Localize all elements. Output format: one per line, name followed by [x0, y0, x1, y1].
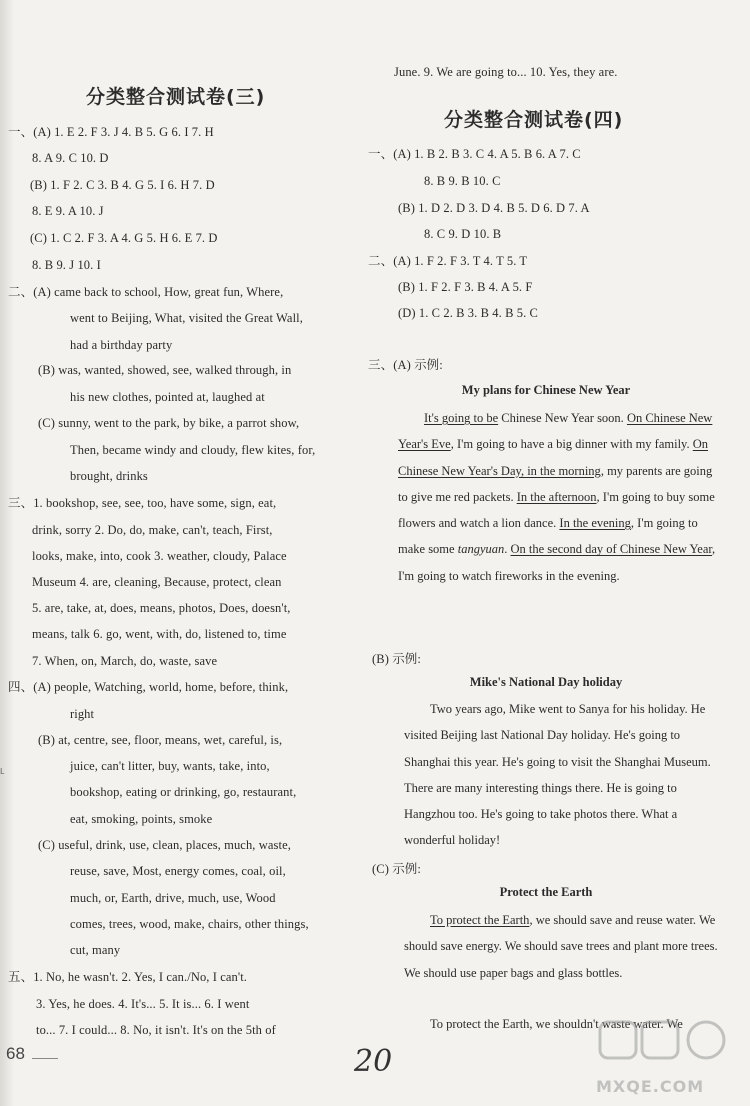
answer-line-sec2-a: had a birthday party: [70, 338, 173, 352]
essay-c-underline: To protect the Earth: [430, 913, 530, 927]
essay-a-body: [398, 405, 718, 589]
answer-line-sec3: looks, make, into, cook 3. weather, cloudy, Palace: [32, 549, 287, 563]
essay-a-text: , I'm going to watch fireworks in the evening.: [398, 542, 716, 583]
test-title-4: 分类整合测试卷(四): [444, 109, 624, 131]
watermark-logo: [596, 1016, 746, 1096]
edge-mark: ʟ: [0, 765, 5, 777]
essay-a-underline: On the second day of Chinese New Year: [510, 542, 713, 557]
answer-line-sec3: means, talk 6. go, went, with, do, listened to, time: [32, 627, 287, 641]
answer-line-sec3: 7. When, on, March, do, waste, save: [32, 654, 218, 668]
answer-line-sec2-a: 二、(A) 1. F 2. F 3. T 4. T 5. T: [368, 254, 528, 268]
answer-line-sec5: 3. Yes, he does. 4. It's... 5. It is... 6. I went: [36, 997, 250, 1011]
answer-line-sec4-a: 四、(A) people, Watching, world, home, before, think,: [8, 680, 289, 694]
essay-a-text: , I'm going to make some: [398, 516, 698, 557]
page-number: 68: [6, 1044, 25, 1063]
essay-a-underline: It's going to be: [424, 411, 499, 425]
essay-c-body: [404, 907, 718, 986]
essay-c-body-2: To protect the Earth, we shouldn't waste water. We: [430, 1017, 683, 1031]
answer-line-sec1-b: 8. C 9. D 10. B: [424, 227, 502, 241]
answer-line-sec4-b: eat, smoking, points, smoke: [70, 812, 213, 826]
answer-line-sec4-b: (B) at, centre, see, floor, means, wet, careful, is,: [38, 733, 283, 747]
answer-line-sec4-c: much, or, Earth, drive, much, use, Wood: [70, 891, 276, 905]
continued-answer-line: June. 9. We are going to... 10. Yes, they are.: [394, 65, 618, 79]
answer-line-sec4-b: juice, can't litter, buy, wants, take, into,: [70, 759, 270, 773]
answer-line-sec2-d: (D) 1. C 2. B 3. B 4. B 5. C: [398, 306, 538, 320]
essay-a-title: My plans for Chinese New Year: [461, 383, 631, 397]
answer-line-sec1-b: 8. E 9. A 10. J: [32, 204, 104, 218]
answer-line-sec3: Museum 4. are, cleaning, Because, protect, clean: [32, 575, 282, 589]
essay-c-text: , we should save and reuse water. We should save energy. We should save trees and plant more trees. We should use paper bags and glass bottles.: [404, 913, 718, 980]
section-b-label: (B) 示例:: [372, 652, 421, 666]
answer-line-sec2-b: his new clothes, pointed at, laughed at: [70, 390, 265, 404]
answer-line-sec2-b: (B) was, wanted, showed, see, walked through, in: [38, 363, 292, 377]
essay-a-text: , I'm going to buy some flowers and watch a lion dance.: [398, 489, 715, 531]
handwritten-number: 20: [354, 1044, 393, 1079]
answer-line-sec1-b: (B) 1. D 2. D 3. D 4. B 5. D 6. D 7. A: [398, 201, 590, 215]
answer-line-sec2-c: brought, drinks: [70, 469, 148, 483]
answer-line-sec4-c: (C) useful, drink, use, clean, places, much, waste,: [38, 838, 291, 852]
essay-a-underline: In the evening: [559, 516, 631, 531]
answer-line-sec1-a: 一、(A) 1. E 2. F 3. J 4. B 5. G 6. I 7. H: [8, 125, 214, 139]
essay-b-title: Mike's National Day holiday: [469, 675, 623, 689]
answer-line-sec2-b: (B) 1. F 2. F 3. B 4. A 5. F: [398, 280, 533, 294]
essay-a-underline: On Chinese New Year's Eve: [398, 411, 713, 452]
answer-line-sec1-a: 8. B 9. B 10. C: [424, 174, 501, 188]
page-number-rule: [32, 1058, 58, 1059]
answer-line-sec2-a: went to Beijing, What, visited the Great Wall,: [70, 311, 303, 325]
page-gutter-shadow: [0, 0, 14, 1106]
answer-line-sec1-a: 一、(A) 1. B 2. B 3. C 4. A 5. B 6. A 7. C: [368, 147, 581, 161]
test-title-3: 分类整合测试卷(三): [86, 86, 266, 108]
answer-line-sec4-c: cut, many: [70, 943, 121, 957]
essay-a-italic: tangyuan: [457, 542, 505, 557]
answer-line-sec2-c: Then, became windy and cloudy, flew kites, for,: [70, 443, 316, 457]
answer-line-sec4-c: comes, trees, wood, make, chairs, other things,: [70, 917, 309, 931]
answer-line-sec4-a: right: [70, 707, 95, 721]
answer-line-sec3-a-label: 三、(A) 示例:: [368, 358, 443, 372]
answer-line-sec4-c: reuse, save, Most, energy comes, coal, oil,: [70, 864, 286, 878]
answer-line-sec4-b: bookshop, eating or drinking, go, restaurant,: [70, 785, 297, 799]
answer-line-sec1-b: (B) 1. F 2. C 3. B 4. G 5. I 6. H 7. D: [30, 178, 215, 192]
essay-a-text: .: [504, 542, 511, 557]
answer-line-sec3: 三、1. bookshop, see, see, too, have some, sign, eat,: [8, 496, 277, 510]
answer-line-sec5: to... 7. I could... 8. No, it isn't. It's on the 5th of: [36, 1023, 276, 1037]
answer-line-sec3: 5. are, take, at, does, means, photos, Does, doesn't,: [32, 601, 291, 615]
answer-line-sec2-a: 二、(A) came back to school, How, great fun, Where,: [8, 285, 284, 299]
watermark-text: MXQE.COM: [596, 1077, 705, 1096]
answer-line-sec1-c: (C) 1. C 2. F 3. A 4. G 5. H 6. E 7. D: [30, 231, 218, 245]
essay-b-body: Two years ago, Mike went to Sanya for his holiday. He visited Beijing last National Day holiday. He's going to Shanghai this year. He's going to visit the Shanghai Museum. There are many interesting things there. He is going to Hangzhou too. He's going to take photos there. What a wonderful holiday!: [404, 702, 711, 848]
essay-a-text: , I'm going to have a big dinner with my family.: [450, 437, 693, 452]
essay-c-title: Protect the Earth: [499, 885, 593, 899]
essay-a-underline: In the afternoon: [516, 489, 597, 504]
answer-line-sec1-a: 8. A 9. C 10. D: [32, 151, 109, 165]
essay-a-text: , my parents are going to give me red packets.: [398, 463, 713, 504]
essay-a-text: Chinese New Year soon.: [498, 411, 627, 425]
answer-line-sec3: drink, sorry 2. Do, do, make, can't, teach, First,: [32, 523, 273, 537]
section-c-label: (C) 示例:: [372, 862, 421, 876]
answer-line-sec1-c: 8. B 9. J 10. I: [32, 258, 101, 272]
essay-a-underline: On Chinese New Year's Day, in the morning: [398, 437, 709, 478]
watermark-icon: [596, 1016, 746, 1076]
answer-line-sec2-c: (C) sunny, went to the park, by bike, a parrot show,: [38, 416, 300, 430]
answer-line-sec5: 五、1. No, he wasn't. 2. Yes, I can./No, I can't.: [8, 970, 248, 984]
